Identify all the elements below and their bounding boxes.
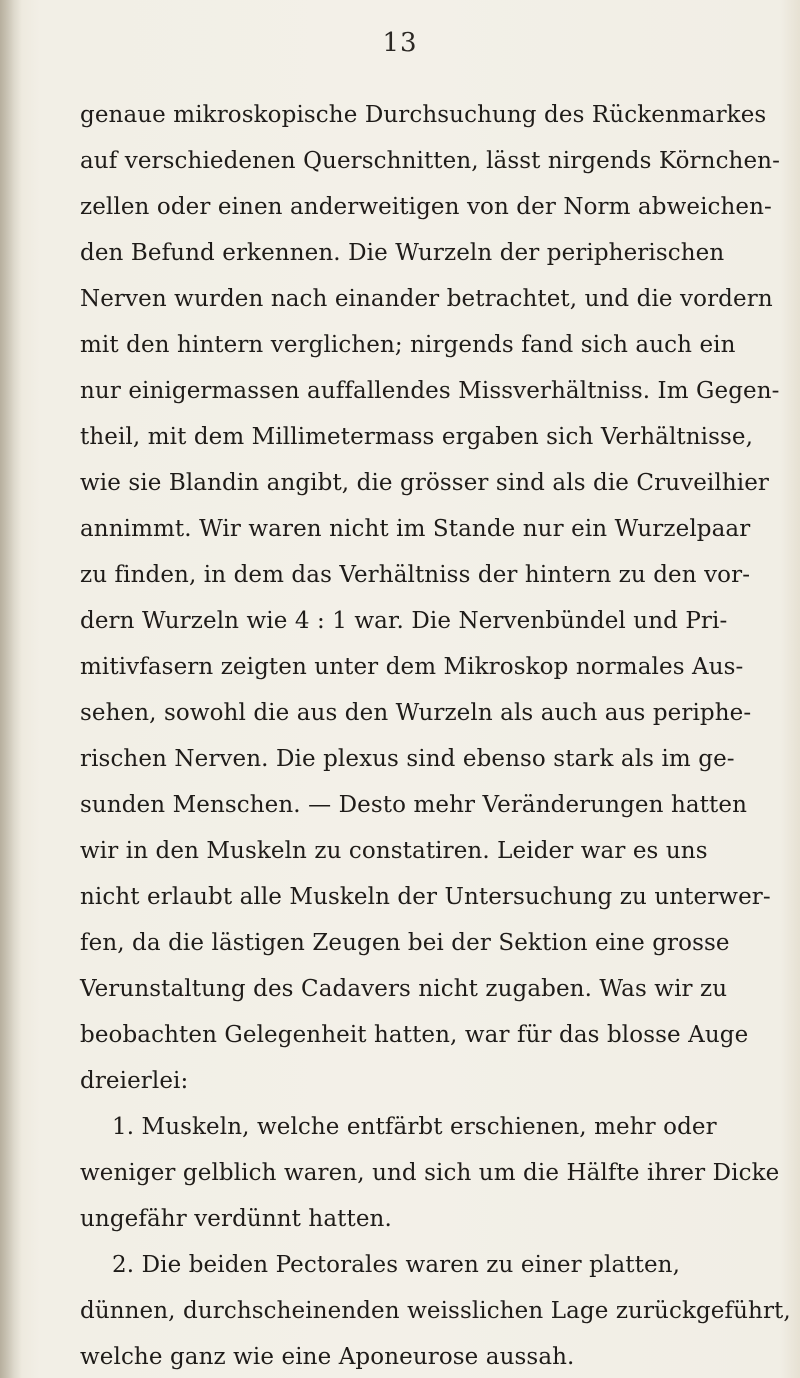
text-line: dern Wurzeln wie 4 : 1 war. Die Nervenbündel und Pri- bbox=[80, 608, 728, 634]
page-number: 13 bbox=[382, 28, 418, 58]
text-line: wie sie Blandin angibt, die grösser sind als die Cruveilhier bbox=[80, 470, 770, 496]
text-line: Verunstaltung des Cadavers nicht zugaben. Was wir zu bbox=[80, 976, 728, 1002]
list-item-2-line: 2. Die beiden Pectorales waren zu einer platten, bbox=[112, 1252, 680, 1278]
text-line: genaue mikroskopische Durchsuchung des Rückenmarkes bbox=[80, 102, 767, 128]
text-line: rischen Nerven. Die plexus sind ebenso stark als im ge- bbox=[80, 746, 735, 772]
text-line: fen, da die lästigen Zeugen bei der Sektion eine grosse bbox=[80, 930, 730, 956]
text-line: nicht erlaubt alle Muskeln der Untersuchung zu unterwer- bbox=[80, 884, 771, 910]
body-text bbox=[80, 92, 791, 1378]
text-line: zellen oder einen anderweitigen von der Norm abweichen- bbox=[80, 194, 772, 220]
binding-shadow bbox=[0, 0, 22, 1378]
text-line: weniger gelblich waren, und sich um die Hälfte ihrer Dicke bbox=[80, 1160, 780, 1186]
text-line: sunden Menschen. — Desto mehr Veränderungen hatten bbox=[80, 792, 747, 818]
text-line: dreierlei: bbox=[80, 1068, 189, 1094]
text-line: nur einigermassen auffallendes Missverhältniss. Im Gegen- bbox=[80, 378, 780, 404]
text-line: den Befund erkennen. Die Wurzeln der peripherischen bbox=[80, 240, 725, 266]
text-line: Nerven wurden nach einander betrachtet, und die vordern bbox=[80, 286, 773, 312]
list-item-1-line: 1. Muskeln, welche entfärbt erschienen, mehr oder bbox=[112, 1114, 717, 1140]
text-line: auf verschiedenen Querschnitten, lässt nirgends Körnchen- bbox=[80, 148, 780, 174]
text-line: welche ganz wie eine Aponeurose aussah. bbox=[80, 1344, 575, 1370]
text-line: beobachten Gelegenheit hatten, war für das blosse Auge bbox=[80, 1022, 749, 1048]
text-line: theil, mit dem Millimetermass ergaben sich Verhältnisse, bbox=[80, 424, 754, 450]
text-line: mitivfasern zeigten unter dem Mikroskop normales Aus- bbox=[80, 654, 744, 680]
text-line: annimmt. Wir waren nicht im Stande nur ein Wurzelpaar bbox=[80, 516, 751, 542]
text-line: dünnen, durchscheinenden weisslichen Lage zurückgeführt, bbox=[80, 1298, 791, 1324]
text-line: ungefähr verdünnt hatten. bbox=[80, 1206, 392, 1232]
text-line: wir in den Muskeln zu constatiren. Leider war es uns bbox=[80, 838, 708, 864]
text-line: sehen, sowohl die aus den Wurzeln als auch aus periphe- bbox=[80, 700, 752, 726]
text-line: zu finden, in dem das Verhältniss der hintern zu den vor- bbox=[80, 562, 751, 588]
text-line: mit den hintern verglichen; nirgends fand sich auch ein bbox=[80, 332, 736, 358]
